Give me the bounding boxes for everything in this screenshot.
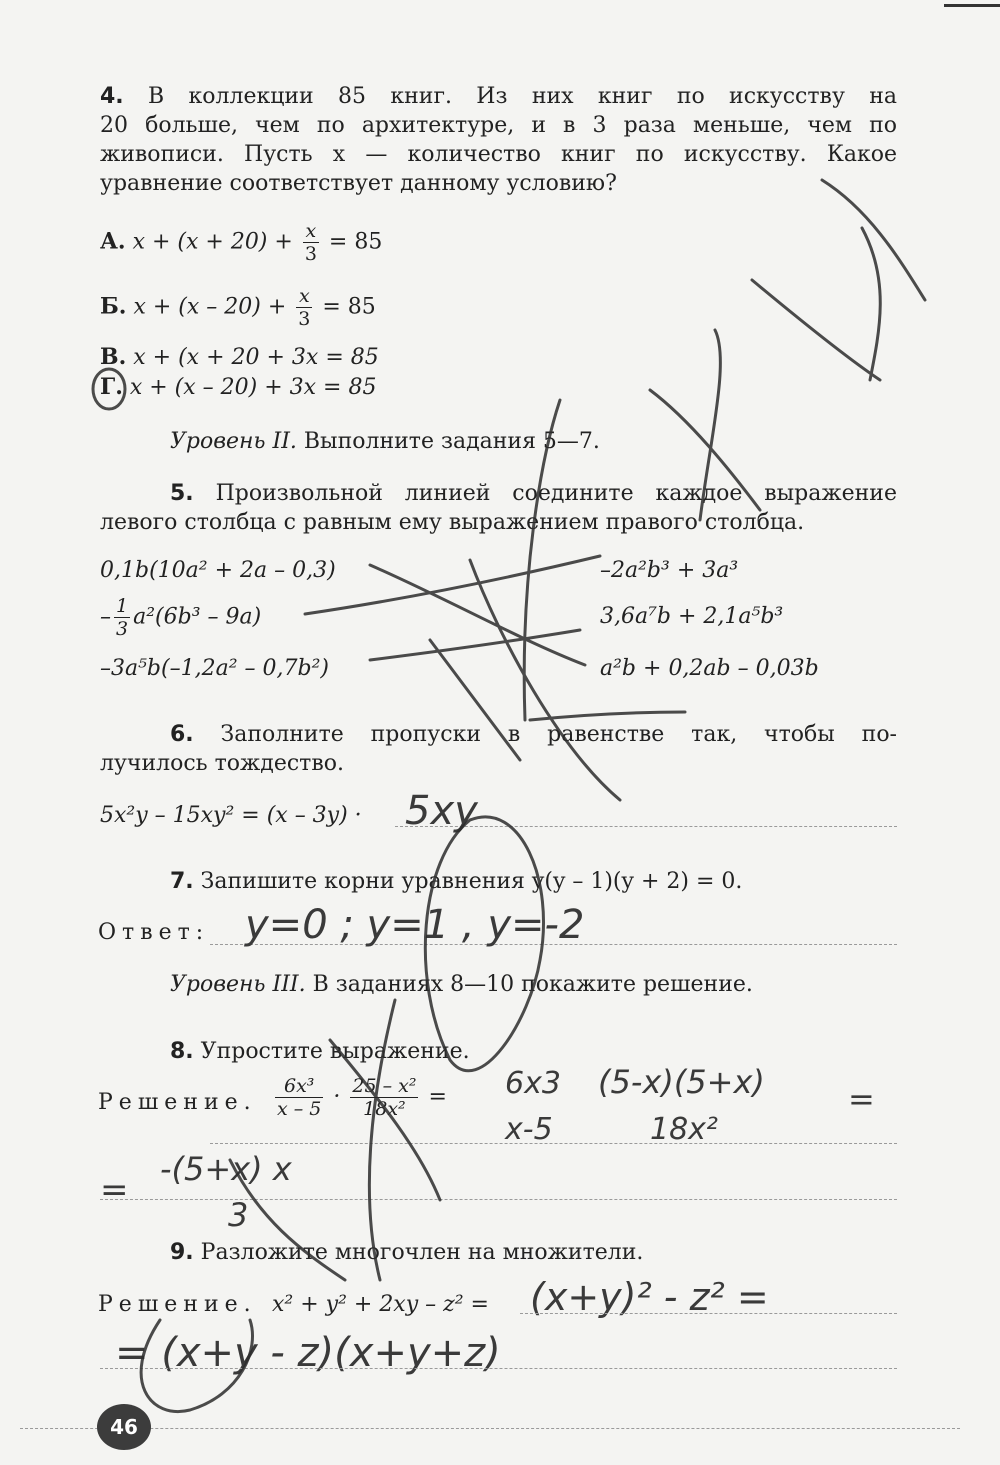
q8-hw-den2: 18x² [650, 1112, 718, 1147]
scribble-1 [822, 180, 925, 300]
match-line-1 [370, 565, 585, 665]
match-line-2 [305, 556, 600, 614]
q9-solution-label: Решение. [98, 1292, 257, 1317]
q5-right-3: a²b + 0,2ab – 0,03b [600, 656, 819, 681]
page-number: 46 [97, 1404, 151, 1450]
q4-option-d: Г. x + (x – 20) + 3x = 85 [100, 374, 377, 400]
q4-option-a: А. x + (x + 20) + $\frac{x}{3}$ = 85 [100, 220, 383, 265]
corner-mark [944, 4, 1000, 7]
q7-answer-label: Ответ: [98, 920, 210, 945]
q9-line-1 [520, 1313, 897, 1314]
q8-text: 8. Упростите выражение. [170, 1039, 470, 1064]
level-2-heading: Уровень II. Выполните задания 5—7. [170, 429, 600, 454]
q5-left-2: – $\frac{1}{3}$ a²(6b³ – 9a) [100, 595, 262, 640]
q5-right-1: –2a²b³ + 3a³ [600, 558, 739, 583]
q8-hw-num1: 6x3 [505, 1066, 561, 1101]
q7-number: 7. [170, 869, 194, 894]
level-3-heading: Уровень III. В заданиях 8—10 покажите решение. [170, 972, 753, 997]
q9-line-2 [100, 1368, 897, 1369]
q9-number: 9. [170, 1240, 194, 1265]
q8-number: 8. [170, 1039, 194, 1064]
q7-handwritten-answer: y=0 ; y=1 , y=-2 [245, 902, 585, 948]
q8-hw-result-num: -(5+x) x [160, 1150, 292, 1188]
q9-hw-line-1: (x+y)² - z² = [530, 1275, 769, 1319]
q8-hw-den1: x-5 [505, 1112, 553, 1147]
q6-number: 6. [170, 722, 194, 747]
q9-hw-line-2: = (x+y - z)(x+y+z) [115, 1330, 501, 1376]
q8-hw-equals-2: = [100, 1170, 129, 1210]
scribble-2 [862, 228, 880, 380]
q8-hw-equals: = [848, 1080, 875, 1118]
q6-handwritten-answer: 5xy [405, 788, 478, 834]
scribble-3 [752, 280, 880, 380]
q5-right-2: 3,6a⁷b + 2,1a⁵b³ [600, 604, 784, 629]
q5-number: 5. [170, 481, 194, 506]
scribble-9 [530, 712, 685, 720]
q5-left-3: –3a⁵b(–1,2a² – 0,7b²) [100, 656, 329, 681]
q7-text: 7. Запишите корни уравнения y(y – 1)(y + 2) = 0. [170, 869, 743, 894]
footer-line [20, 1428, 960, 1429]
q4-text: 4. В коллекции 85 книг. Из них книг по искусству на 20 больше, чем по архитектуре, и в 3 раза меньше, чем по живописи. Пусть x — количество книг по искусству. Какое уравнение соответствует данному условию? [100, 84, 897, 196]
match-line-3 [370, 630, 580, 660]
q8-hw-num2: (5-x)(5+x) [598, 1063, 765, 1101]
q6-text: 6. Заполните пропуски в равенстве так, чтобы по- лучилось тождество. [100, 722, 897, 776]
q4-number: 4. [100, 84, 124, 109]
q4-option-b: Б. x + (x – 20) + $\frac{x}{3}$ = 85 [100, 285, 376, 330]
q8-hw-result-den: 3 [228, 1196, 249, 1234]
q8-line-1 [210, 1143, 897, 1144]
q9-expression: x² + y² + 2xy – z² = [272, 1292, 489, 1317]
q8-solution-label: Решение. [98, 1090, 257, 1115]
q9-text: 9. Разложите многочлен на множители. [170, 1240, 644, 1265]
q5-left-1: 0,1b(10a² + 2a – 0,3) [100, 558, 336, 583]
q8-expression: $\frac{\text{6x³}}{x - 5}$ · $\frac{\text{25 – x²}}{\text{18x²}}$ = [277, 1075, 447, 1120]
q6-equation: 5x²y – 15xy² = (x – 3y) · [100, 803, 362, 828]
q5-text: 5. Произвольной линией соедините каждое выражение левого столбца с равным ему выражением правого столбца. [100, 481, 897, 535]
q4-option-c: В. x + (x + 20 + 3x = 85 [100, 344, 379, 370]
q8-line-2 [100, 1199, 897, 1200]
